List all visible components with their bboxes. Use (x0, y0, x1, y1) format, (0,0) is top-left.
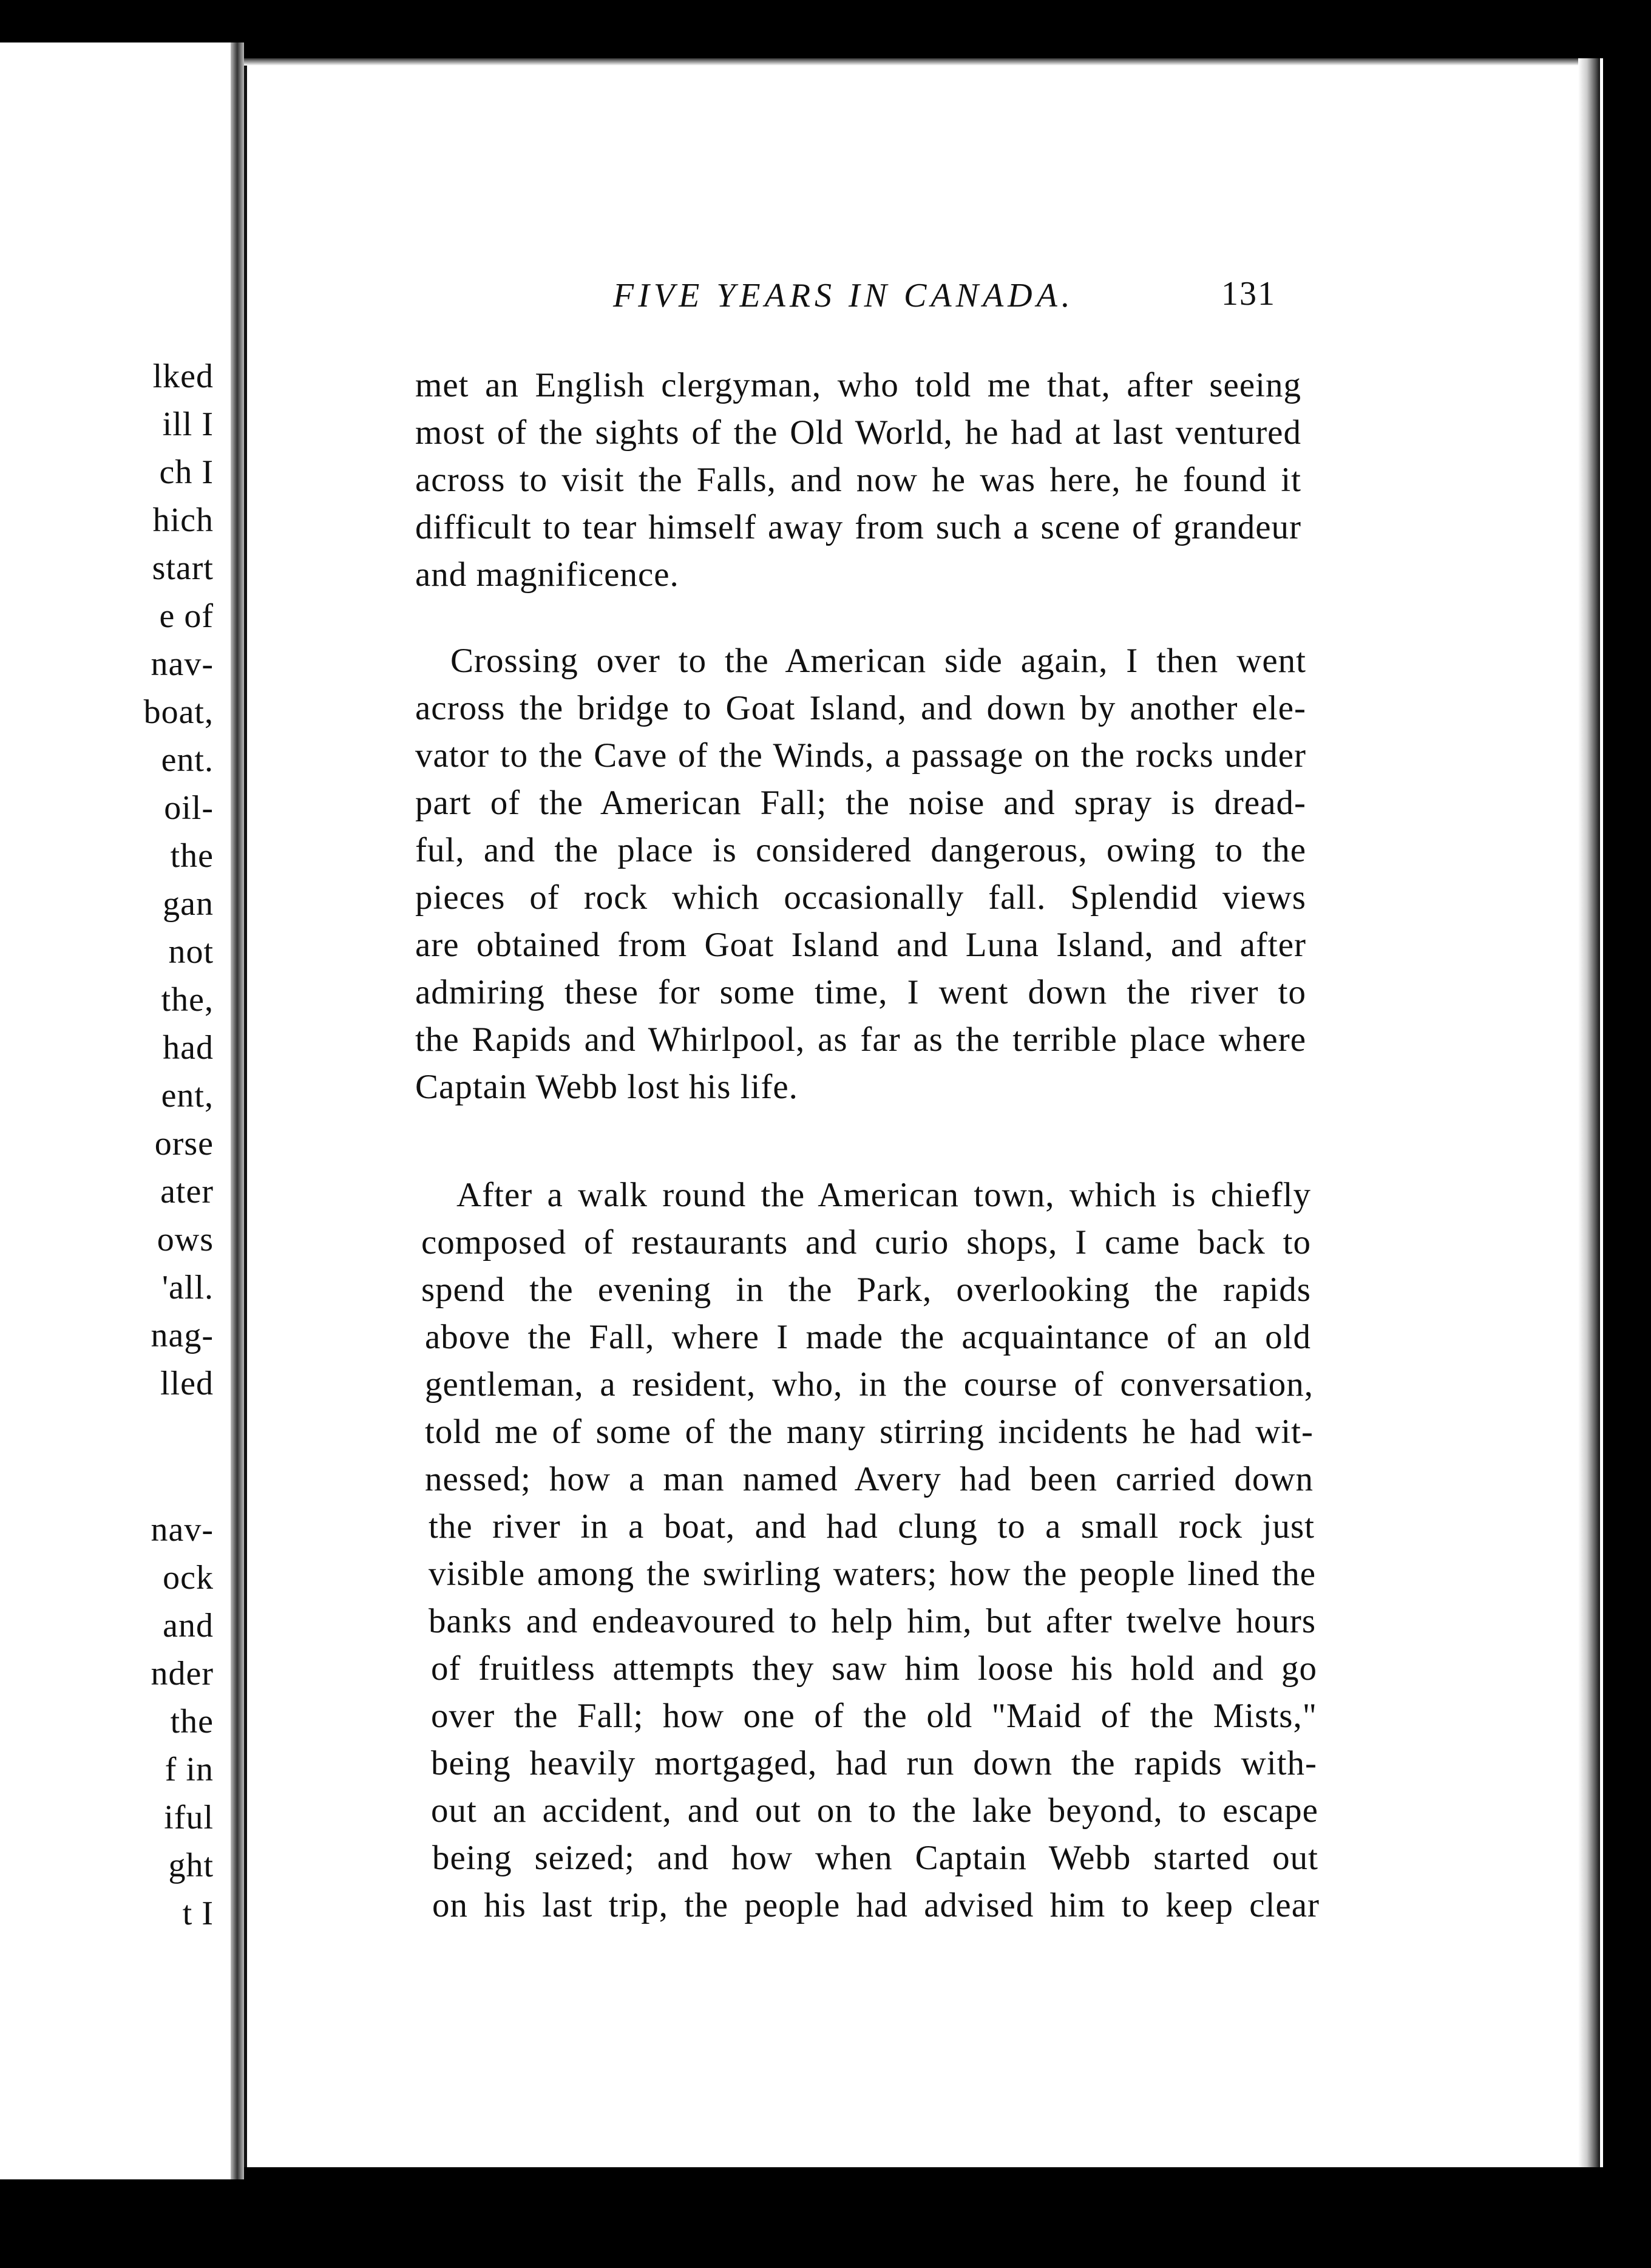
left-page-fragment: ows (157, 1221, 214, 1258)
left-facing-page (0, 42, 231, 2179)
body-line: being heavily mortgaged, had run down the rapids with- (431, 1744, 1317, 1782)
body-line: part of the American Fall; the noise and spray is dread- (415, 784, 1306, 822)
body-line: out an accident, and out on to the lake beyond, to escape (431, 1791, 1318, 1830)
left-page-fragment: 'all. (161, 1269, 214, 1306)
body-line: visible among the swirling waters; how the people lined the (429, 1555, 1316, 1593)
left-page-fragment: ent. (161, 741, 214, 779)
left-page-fragment: oil- (164, 789, 214, 827)
left-page-fragment: ill I (162, 406, 214, 443)
body-line: spend the evening in the Park, overlooking the rapids (421, 1271, 1311, 1309)
body-line: ful, and the place is considered dangerous, owing to the (415, 831, 1306, 869)
body-line: and magnificence. (415, 555, 679, 594)
left-page-fragment: ent, (161, 1077, 214, 1115)
body-line: across to visit the Falls, and now he was here, he found it (415, 461, 1301, 499)
left-page-fragment: ch I (159, 453, 214, 491)
left-page-fragment: the (170, 837, 214, 875)
left-page-fragment: had (163, 1029, 214, 1067)
left-page-fragment: ock (163, 1559, 214, 1597)
body-line: composed of restaurants and curio shops, I came back to (421, 1223, 1311, 1261)
body-line: are obtained from Goat Island and Luna Island, and after (415, 926, 1306, 964)
left-page-fragment: iful (164, 1799, 214, 1836)
left-page-fragment: boat, (143, 693, 214, 731)
body-line: banks and endeavoured to help him, but after twelve hours (429, 1602, 1316, 1640)
body-line: pieces of rock which occasionally fall. Splendid views (415, 878, 1306, 917)
book-gutter (231, 42, 244, 2179)
body-line: vator to the Cave of the Winds, a passage on the rocks under (415, 736, 1306, 775)
left-page-fragment: f in (164, 1751, 214, 1788)
body-line: After a walk round the American town, which is chiefly (456, 1176, 1311, 1214)
left-page-fragment: nav- (151, 1511, 214, 1549)
body-line: the Rapids and Whirlpool, as far as the terrible place where (415, 1020, 1306, 1059)
body-line: the river in a boat, and had clung to a small rock just (429, 1507, 1315, 1546)
body-line: met an English clergyman, who told me that, after seeing (415, 366, 1301, 404)
body-line: across the bridge to Goat Island, and down by another ele- (415, 689, 1306, 727)
body-line: on his last trip, the people had advised him to keep clear (432, 1886, 1320, 1924)
left-page-fragment: e of (159, 597, 214, 635)
body-line: being seized; and how when Captain Webb started out (432, 1839, 1318, 1877)
left-page-fragment: lked (152, 358, 214, 395)
body-line: difficult to tear himself away from such a scene of grandeur (415, 508, 1301, 546)
left-page-fragment: start (152, 549, 214, 587)
left-page-fragment: and (163, 1607, 214, 1645)
left-page-fragment: nder (151, 1655, 214, 1693)
left-page-fragment: ght (168, 1847, 214, 1884)
left-page-fragment: nag- (151, 1317, 214, 1354)
running-title: FIVE YEARS IN CANADA. (613, 277, 1074, 314)
body-line: told me of some of the many stirring incidents he had wit- (425, 1413, 1314, 1451)
left-page-fragment: gan (163, 885, 214, 923)
body-line: Captain Webb lost his life. (415, 1068, 798, 1106)
body-line: above the Fall, where I made the acquaintance of an old (425, 1318, 1311, 1356)
body-line: nessed; how a man named Avery had been carried down (425, 1460, 1314, 1498)
left-page-fragment: not (168, 933, 214, 971)
body-line: Crossing over to the American side again, I then went (450, 642, 1306, 680)
left-page-fragment: orse (154, 1125, 214, 1163)
page-top-edge (244, 58, 1600, 66)
body-line: gentleman, a resident, who, in the course of conversation, (425, 1365, 1314, 1404)
left-page-fragment: lled (160, 1365, 214, 1402)
body-line: most of the sights of the Old World, he had at last ventured (415, 413, 1301, 452)
body-line: over the Fall; how one of the old "Maid of the Mists," (431, 1697, 1317, 1735)
page-right-edge (1578, 58, 1600, 2167)
left-page-fragment: nav- (151, 645, 214, 683)
body-line: of fruitless attempts they saw him loose his hold and go (431, 1649, 1317, 1688)
left-page-fragment: the (170, 1703, 214, 1740)
left-page-fragment: ater (160, 1173, 214, 1210)
left-page-fragment: the, (161, 981, 214, 1019)
page-number: 131 (1221, 275, 1276, 313)
left-page-fragment: t I (182, 1895, 214, 1932)
body-line: admiring these for some time, I went down the river to (415, 973, 1306, 1011)
left-page-fragment: hich (152, 501, 214, 539)
